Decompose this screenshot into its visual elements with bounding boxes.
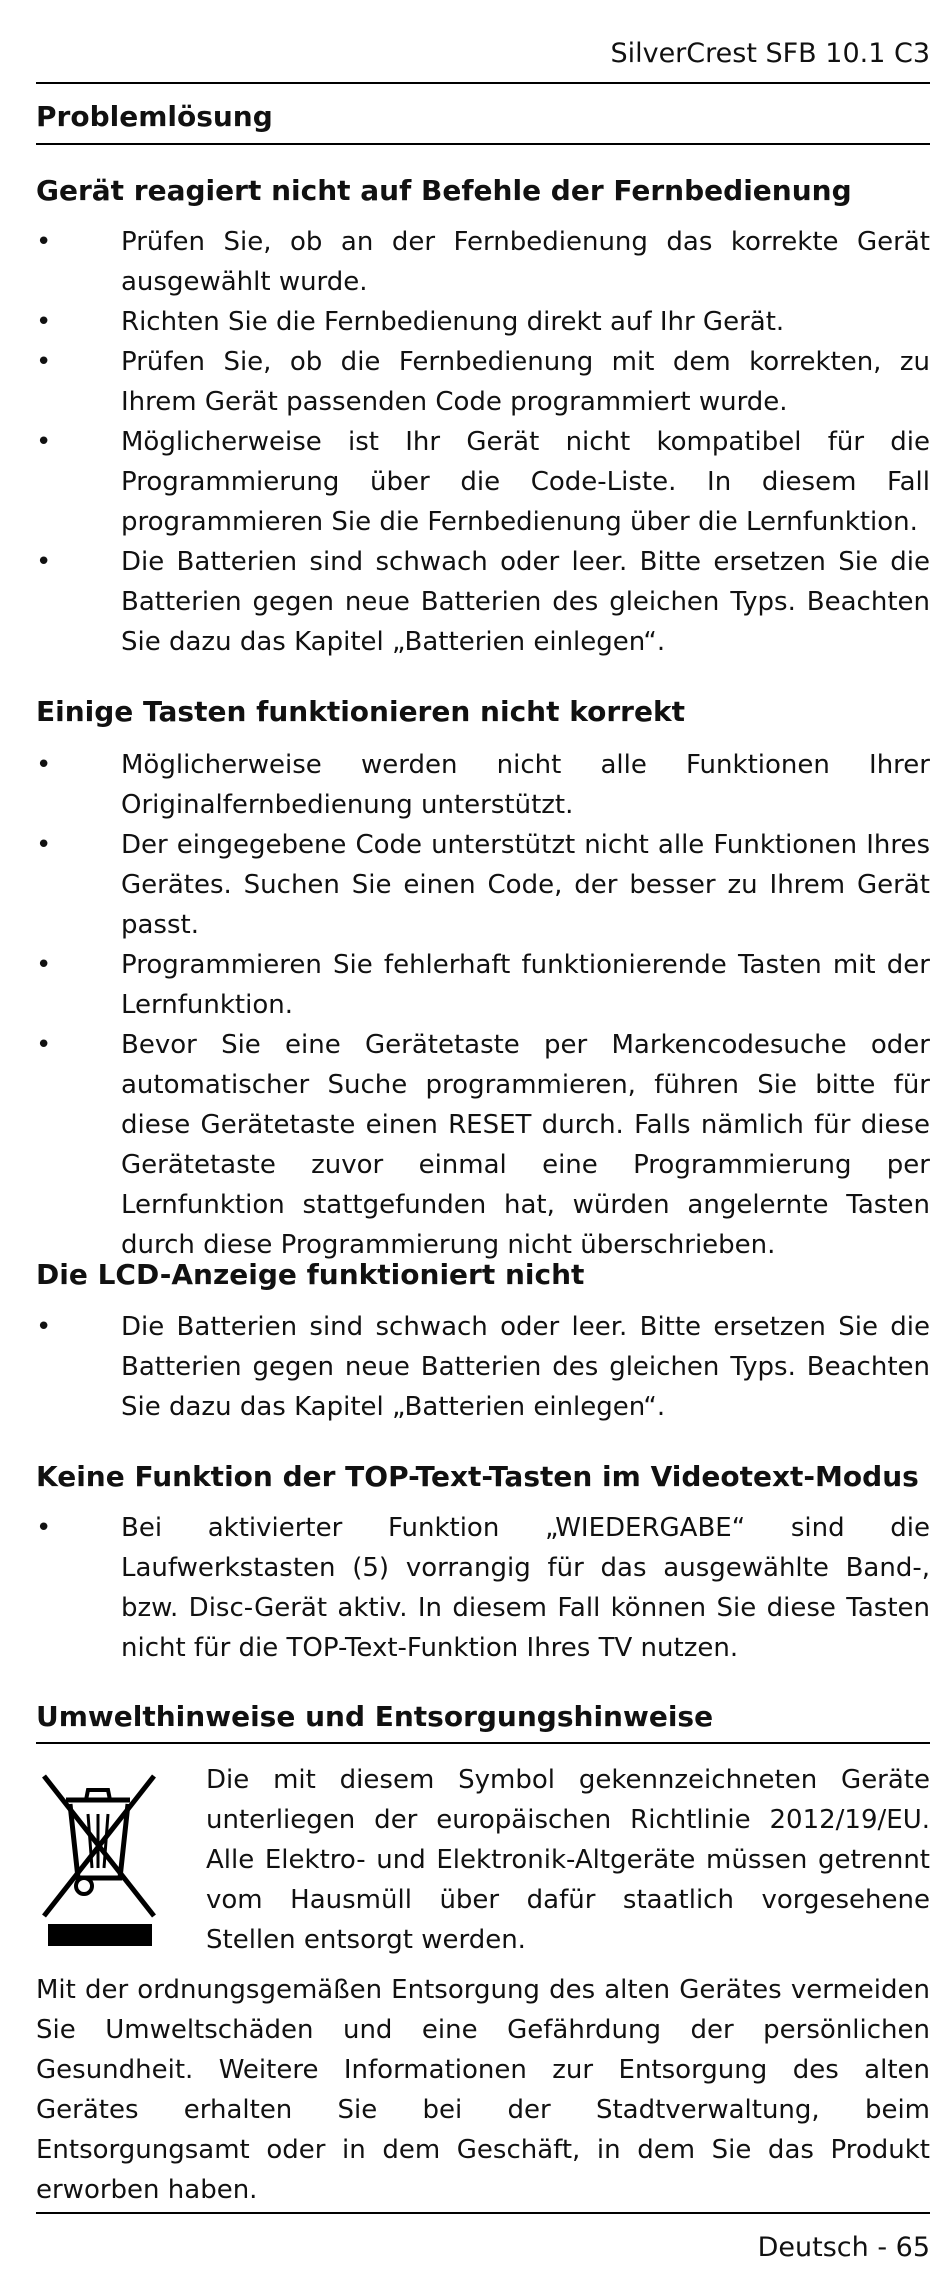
section-heading-remote-not-responding: Gerät reagiert nicht auf Befehle der Fernbedienung xyxy=(36,174,852,207)
header-title: SilverCrest SFB 10.1 C3 xyxy=(610,38,930,69)
list-item: • Möglicherweise ist Ihr Gerät nicht kompatibel für die Programmierung über die Code-Liste. In diesem Fall programmieren Sie die Fernbedienung über die Lernfunktion. xyxy=(36,422,930,542)
bullet-icon: • xyxy=(36,830,52,860)
section-list-remote-not-responding xyxy=(36,222,930,662)
list-item: • Richten Sie die Fernbedienung direkt auf Ihr Gerät. xyxy=(36,302,930,342)
list-item: • Bei aktivierter Funktion „WIEDERGABE“ sind die Laufwerkstasten (5) vorrangig für das ausgewählte Band-, bzw. Disc-Gerät aktiv. In diesem Fall können Sie diese Tasten nicht für die TOP-Text-Funktion Ihres TV nutzen. xyxy=(36,1508,930,1668)
list-item: • Die Batterien sind schwach oder leer. Bitte ersetzen Sie die Batterien gegen neue Batterien des gleichen Typs. Beachten Sie dazu das Kapitel „Batterien einlegen“. xyxy=(36,1307,930,1427)
section-list-keys-not-working xyxy=(36,745,930,1265)
disposal-paragraph: Mit der ordnungsgemäßen Entsorgung des alten Gerätes vermeiden Sie Umweltschäden und eine Gefährdung der persönlichen Gesundheit. Weitere Informationen zur Entsorgung des alten Gerätes erhalten Sie bei der Stadtverwaltung, beim Entsorgungsamt oder in dem Geschäft, in dem Sie das Produkt erworben haben. xyxy=(36,1975,930,2205)
bullet-icon: • xyxy=(36,547,52,577)
header-rule xyxy=(36,82,930,84)
bullet-icon: • xyxy=(36,1030,52,1060)
bullet-icon: • xyxy=(36,750,52,780)
bullet-icon: • xyxy=(36,307,52,337)
bullet-icon: • xyxy=(36,950,52,980)
page-title: Problemlösung xyxy=(36,100,273,133)
title-rule xyxy=(36,143,930,145)
section-heading-lcd-not-working: Die LCD-Anzeige funktioniert nicht xyxy=(36,1258,585,1291)
list-item: • Der eingegebene Code unterstützt nicht alle Funktionen Ihres Gerätes. Suchen Sie einen Code, der besser zu Ihrem Gerät passt. xyxy=(36,825,930,945)
section-list-top-text-keys xyxy=(36,1508,930,1668)
page-number: Deutsch - 65 xyxy=(757,2232,930,2263)
section-heading-keys-not-working: Einige Tasten funktionieren nicht korrekt xyxy=(36,695,685,728)
bullet-icon: • xyxy=(36,1513,52,1543)
section-list-lcd-not-working xyxy=(36,1307,930,1427)
bullet-icon: • xyxy=(36,227,52,257)
bullet-icon: • xyxy=(36,347,52,377)
list-item: • Möglicherweise werden nicht alle Funktionen Ihrer Originalfernbedienung unterstützt. xyxy=(36,745,930,825)
list-item: • Prüfen Sie, ob die Fernbedienung mit dem korrekten, zu Ihrem Gerät passenden Code programmiert wurde. xyxy=(36,342,930,422)
list-item: • Bevor Sie eine Gerätetaste per Markencodesuche oder automatischer Suche programmieren, führen Sie bitte für diese Gerätetaste einen RESET durch. Falls nämlich für diese Gerätetaste zuvor einmal eine Programmierung per Lernfunktion stattgefunden hat, würden angelernte Tasten durch diese Programmierung nicht überschrieben. xyxy=(36,1025,930,1265)
section-heading-top-text-keys: Keine Funktion der TOP-Text-Tasten im Videotext-Modus xyxy=(36,1460,919,1493)
environment-rule xyxy=(36,1742,930,1744)
environment-heading: Umwelthinweise und Entsorgungshinweise xyxy=(36,1700,714,1733)
crossed-out-wheelie-bin-icon xyxy=(36,1766,160,1946)
list-item: • Programmieren Sie fehlerhaft funktionierende Tasten mit der Lernfunktion. xyxy=(36,945,930,1025)
footer-rule xyxy=(36,2212,930,2214)
weee-text: Die mit diesem Symbol gekennzeichneten Geräte unterliegen der europäischen Richtlinie 2012/19/EU. Alle Elektro- und Elektronik-Altgeräte müssen getrennt vom Hausmüll über dafür staatlich vorgesehene Stellen entsorgt werden. xyxy=(206,1765,930,1955)
list-item: • Prüfen Sie, ob an der Fernbedienung das korrekte Gerät ausgewählt wurde. xyxy=(36,222,930,302)
list-item: • Die Batterien sind schwach oder leer. Bitte ersetzen Sie die Batterien gegen neue Batterien des gleichen Typs. Beachten Sie dazu das Kapitel „Batterien einlegen“. xyxy=(36,542,930,662)
bullet-icon: • xyxy=(36,1312,52,1342)
bullet-icon: • xyxy=(36,427,52,457)
